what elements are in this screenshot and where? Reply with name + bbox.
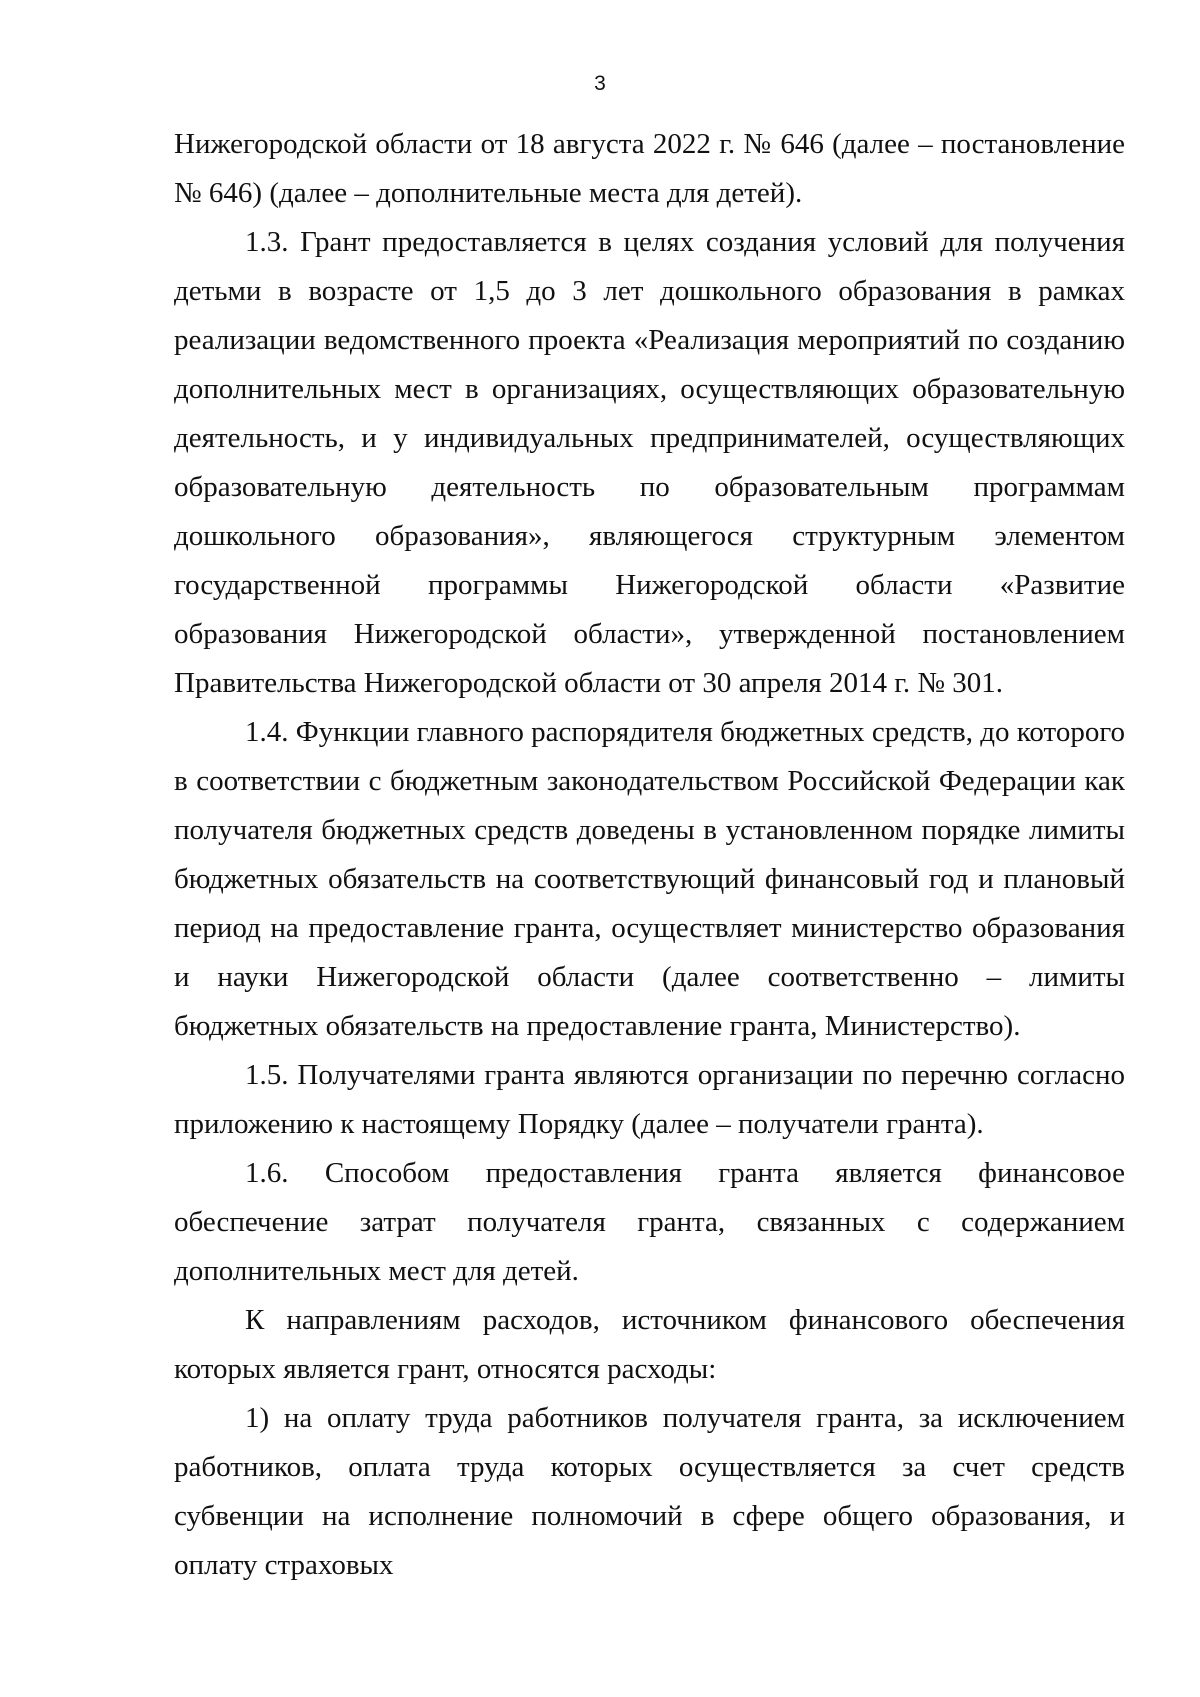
page-number: 3 (594, 72, 606, 95)
paragraph-1-5: 1.5. Получателями гранта являются организации по перечню согласно приложению к настоящему Порядку (далее – получатели гранта). (174, 1059, 1125, 1140)
paragraph-1-6: 1.6. Способом предоставления гранта является финансовое обеспечение затрат получателя гранта, связанных с содержанием дополнительных мест для детей. (174, 1157, 1125, 1287)
paragraph-1-3: 1.3. Грант предоставляется в целях создания условий для получения детьми в возрасте от 1,5 до 3 лет дошкольного образования в рамках реализации ведомственного проекта «Реализация мероприятий по созданию дополнительных мест в организациях, осуществляющих образовательную деятельность, и у индивидуальных предпринимателей, осуществляющих образовательную деятельность по образовательным программам дошкольного образования», являющегося структурным элементом государственной программы Нижегородской области «Развитие образования Нижегородской области», утвержденной постановлением Правительства Нижегородской области от 30 апреля 2014 г. № 301. (174, 226, 1125, 699)
list-item-1: 1) на оплату труда работников получателя гранта, за исключением работников, оплата труда которых осуществляется за счет средств субвенции на исполнение полномочий в сфере общего образования, и оплату страховых (174, 1402, 1125, 1581)
paragraph-continuation: Нижегородской области от 18 августа 2022 г. № 646 (далее – постановление № 646) (далее – дополнительные места для детей). (174, 128, 1125, 209)
paragraph-1-4: 1.4. Функции главного распорядителя бюджетных средств, до которого в соответствии с бюджетным законодательством Российской Федерации как получателя бюджетных средств доведены в установленном порядке лимиты бюджетных обязательств на соответствующий финансовый год и плановый период на предоставление гранта, осуществляет министерство образования и науки Нижегородской области (далее соответственно – лимиты бюджетных обязательств на предоставление гранта, Министерство). (174, 716, 1125, 1042)
document-body (174, 120, 1125, 1590)
paragraph-expense-directions: К направлениям расходов, источником финансового обеспечения которых является грант, относятся расходы: (174, 1304, 1125, 1385)
